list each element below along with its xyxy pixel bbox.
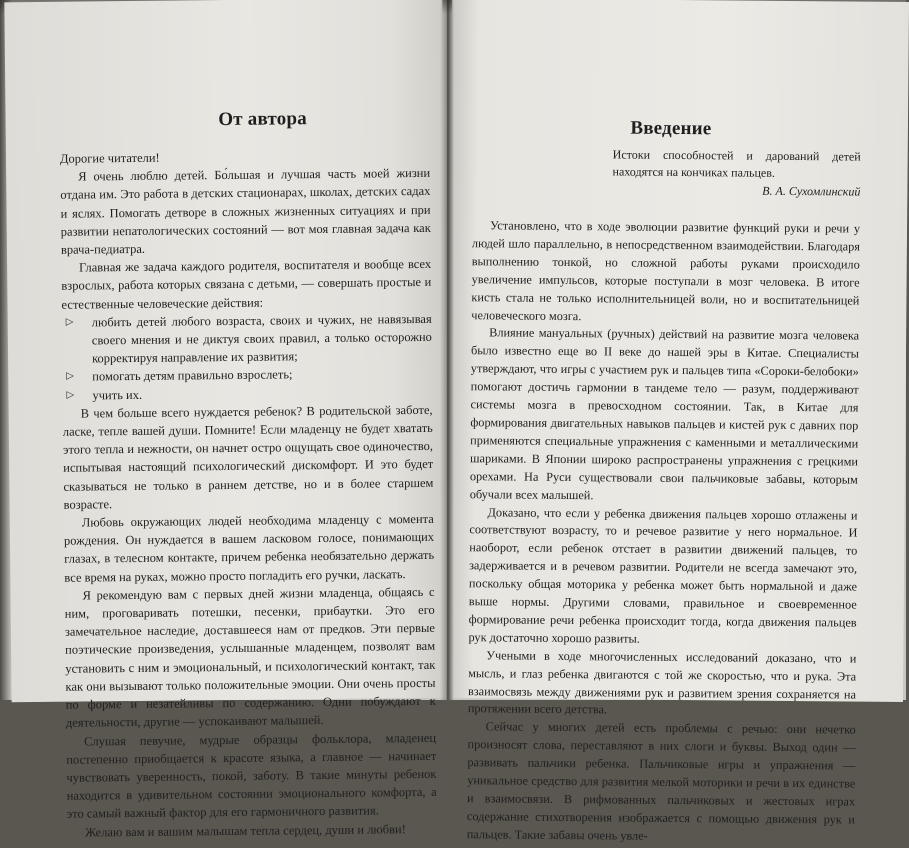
right-page-content: [467, 115, 861, 847]
triangle-bullet-icon: ▷: [66, 389, 75, 401]
left-page-title: От автора: [218, 108, 307, 131]
bullet-list: [62, 310, 433, 405]
right-paragraph-3: Доказано, что если у ребенка движения пальцев хорошо отлажены и соответствуют возрасту, то и речевое развитие у него нормальное. И наоборот, если ребенок отстает в развитии движений пальцев, то задерживается и в речевом развитии. Родители не всегда замечают это, поскольку общая моторика у ребенка может быть нормальной и даже выше нормы. Другими словами, правильное и своевременное формирование речи ребенка происходит тогда, когда движения пальцев рук достаточно хорошо развиты.: [468, 504, 858, 646]
bullet-text-3: учить их.: [92, 387, 143, 403]
left-page-content: [59, 106, 437, 842]
triangle-bullet-icon: ▷: [65, 316, 74, 328]
bullet-item-1: [62, 310, 433, 368]
epigraph-text: Истоки способностей и дарований детей находятся на кончиках пальцев.: [612, 147, 861, 180]
left-paragraph-5: Я рекомендую вам с первых дней жизни младенца, общаясь с ним, проговаривать потешки, песенки, прибаутки. Это его замечательное наследие, доставшееся нам от предков. Эти первые поэтические произведения, услышанные младенцем, позволят вам установить с ним и эмоциональный, и психологический контакт, так как они вызывают только положительные эмоции. Они очень просты по форме и незатейливы по содержанию. Одни побуждают к деятельности, другие — успокаивают малышей.: [64, 584, 436, 731]
right-paragraph-4: Учеными в ходе многочисленных исследований доказано, что и мысль, и глаз ребенка двигаются с той же скоростью, что и рука. Эта взаимосвязь между движениями рук и развитием зрения сохраняется на протяжении всего детства.: [467, 648, 857, 717]
triangle-bullet-icon: ▷: [66, 371, 75, 383]
right-paragraph-1: Установлено, что в ходе эволюции развитие функций руки и речи у людей шло параллельно, в непосредственном взаимодействии. Благодаря выполнению тонкой, но сложной работы руками происходило увеличение импульсов, которые поступали в мозг человека. В итоге кисть стала не только исполнительницей воли, но и воспитательницей человеческого мозга.: [471, 218, 861, 323]
left-paragraph-1: Я очень люблю детей. Бо́льшая и лучшая часть моей жизни отдана им. Это работа в детских стационарах, школах, детских садах и яслях. Помогать детворе в сложных жизненных ситуациях и при развитии непатологических состояний — вот моя главная задача как врача-педиатра.: [60, 166, 431, 257]
bullet-item-3: [62, 382, 432, 404]
epigraph-author: В. А. Сухомлинский: [762, 183, 861, 199]
left-paragraph-4: Любовь окружающих людей необходима младенцу с момента рождения. Он нуждается в вашем ласковом голосе, понимающих глазах, в телесном контакте, причем ребенка необязательно держать все время на руках, можно просто погладить его ручки, ласкать.: [63, 511, 435, 585]
right-paragraph-2: Влияние мануальных (ручных) действий на развитие мозга человека было известно еще во II веке до нашей эры в Китае. Специалисты утверждают, что игры с участием рук и пальцев типа «Сороки-белобоки» помогают достичь гармонии в тандеме тело — разум, поддерживают системы мозга в превосходном состоянии. Так, в Китае для формирования двигательных навыков пальцев и кистей рук с давних пор применяются специальные упражнения с каменными и металлическими шариками. В Японии широко распространены упражнения с грецкими орехами. На Руси существовали свои пальчиковые забавы, которым обучали всех малышей.: [469, 325, 860, 502]
right-paragraph-5: Сейчас у многих детей есть проблемы с речью: они нечетко произносят слова, переставляют в них слоги и буквы. Выход один — развивать пальчики ребенка. Пальчиковые игры и упражнения — уникальное средство для развития мелкой моторики и речи в их единстве и взаимосвязи. В рифмованных пальчиковых и жестовых играх содержание стихотворения изображается с помощью движения рук и пальцев. Такие забавы очень увле-: [466, 719, 856, 843]
right-page: [446, 0, 909, 843]
salutation: Дорогие читатели!: [59, 150, 160, 166]
left-paragraph-3: В чем больше всего нуждается ребенок? В родительской заботе, ласке, тепле вашей души. Помните! Если младенцу не будет хватать этого тепла и нежности, он начнет остро ощущать свое одиночество, испытывая настоящий психологический дискомфорт. И это будет сказываться не только в раннем детстве, но и в более старшем возрасте.: [62, 402, 434, 512]
right-page-title: Введение: [630, 117, 712, 140]
bullet-text-1: любить детей любого возраста, своих и чужих, не навязывая своего мнения и не диктуя своих правил, а только осторожно корректируя направление их развития;: [91, 311, 432, 366]
left-paragraph-2: Главная же задача каждого родителя, воспитателя и вообще всех взрослых, работа которых связана с детьми, — совершать простые и естественные человеческие действия:: [61, 257, 432, 312]
left-page: [4, 0, 449, 840]
epigraph: [612, 146, 860, 200]
bullet-text-2: помогать детям правильно взрослеть;: [92, 367, 293, 384]
left-paragraph-closing: Желаю вам и вашим малышам тепла сердец, души и любви!: [84, 821, 406, 840]
left-paragraph-6: Слушая певучие, мудрые образцы фольклора, младенец постепенно приобщается к красоте языка, а главное — начинает чувствовать уверенность, покой, заботу. В такие минуты ребенок находится в удивительном состоянии эмоционального комфорта, а это самый важный фактор для его гармоничного развития.: [66, 730, 437, 822]
